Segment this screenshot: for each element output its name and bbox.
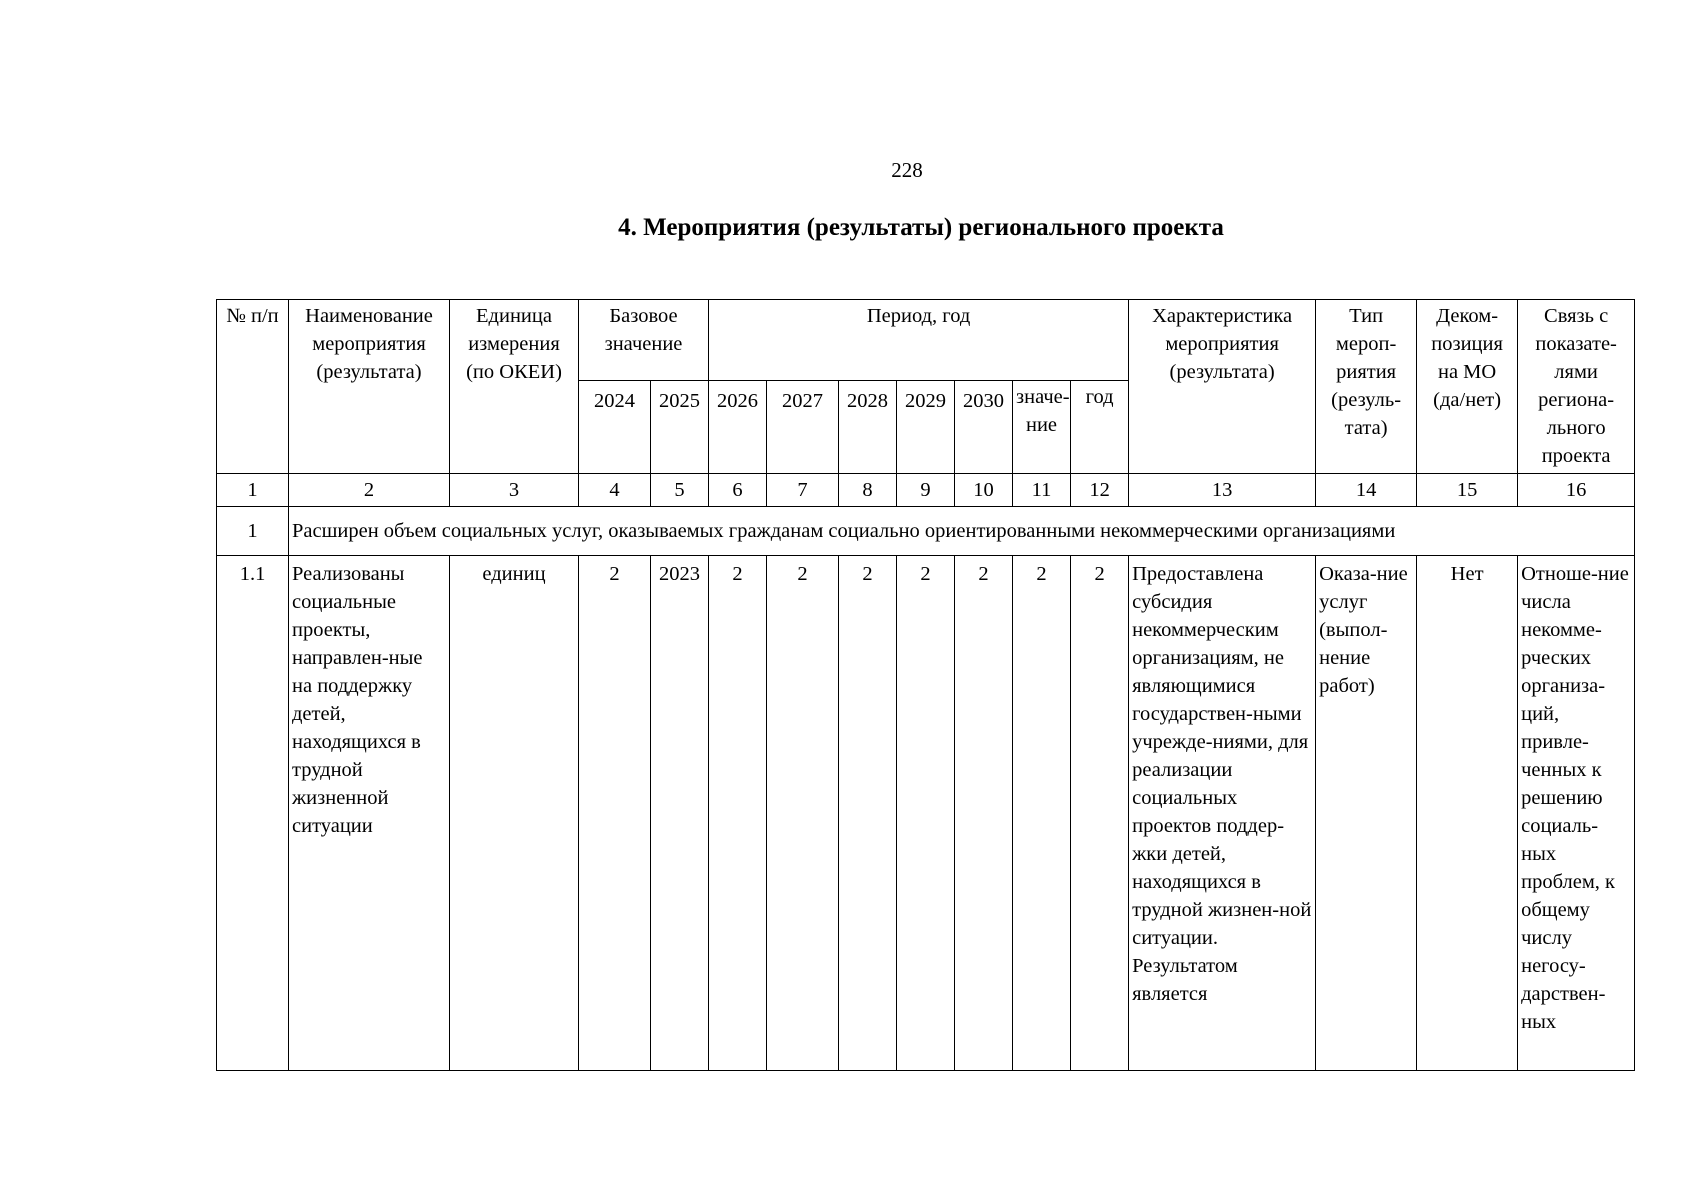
header-base-value: значе-ние [1013,381,1071,474]
header-period: Период, год [709,300,1129,381]
header-base-year: год [1071,381,1129,474]
row-decomp: Нет [1417,556,1518,1071]
col-number: 12 [1071,474,1129,507]
row-num: 1.1 [217,556,289,1071]
header-base: Базовое значение [579,300,709,381]
row-year-value: 2 [897,556,955,1071]
section-title: Расширен объем социальных услуг, оказываемых гражданам социально ориентированными некоммерческими организациями [289,507,1635,556]
column-number-row [217,474,1635,507]
header-type: Тип мероп-риятия (резуль-тата) [1316,300,1417,474]
row-year-value: 2 [955,556,1013,1071]
header-year-2024: 2024 [579,381,651,474]
section-row [217,507,1635,556]
header-row-1 [217,300,1635,381]
row-unit: единиц [450,556,579,1071]
header-num: № п/п [217,300,289,474]
row-base-value: 2 [579,556,651,1071]
col-number: 1 [217,474,289,507]
row-year-value: 2 [1013,556,1071,1071]
row-name: Реализованы социальные проекты, направлен-ные на поддержку детей, находящихся в трудной жизненной ситуации [289,556,450,1071]
col-number: 9 [897,474,955,507]
header-year-2030: 2030 [955,381,1013,474]
col-number: 2 [289,474,450,507]
row-year-value: 2 [839,556,897,1071]
page-number: 228 [891,158,923,182]
col-number: 15 [1417,474,1518,507]
header-year-2026: 2026 [709,381,767,474]
header-name: Наименование мероприятия (результата) [289,300,450,474]
document-title: 4. Мероприятия (результаты) регионального проекта [618,214,1224,241]
row-link: Отноше-ние числа некомме-рческих организа-ций, привле-ченных к решению социаль-ных проблем, к общему числу негосу-дарствен-ных [1518,556,1635,1071]
col-number: 8 [839,474,897,507]
table-row [217,556,1635,1071]
header-year-2029: 2029 [897,381,955,474]
col-number: 4 [579,474,651,507]
col-number: 6 [709,474,767,507]
row-year-value: 2 [709,556,767,1071]
header-year-2027: 2027 [767,381,839,474]
header-decomp: Деком-позиция на МО (да/нет) [1417,300,1518,474]
header-year-2028: 2028 [839,381,897,474]
events-table [216,299,1635,1071]
col-number: 11 [1013,474,1071,507]
row-year-value: 2 [767,556,839,1071]
header-unit: Единица измерения (по ОКЕИ) [450,300,579,474]
row-characteristic: Предоставлена субсидия некоммерческим организациям, не являющимися государствен-ными учрежде-ниями, для реализации социальных проектов поддер-жки детей, находящихся в трудной жизнен-ной ситуации. Результатом является [1129,556,1316,1071]
col-number: 13 [1129,474,1316,507]
col-number: 14 [1316,474,1417,507]
row-year-value: 2 [1071,556,1129,1071]
col-number: 10 [955,474,1013,507]
col-number: 16 [1518,474,1635,507]
header-year-2025: 2025 [651,381,709,474]
row-type: Оказа-ние услуг (выпол-нение работ) [1316,556,1417,1071]
header-characteristic: Характеристика мероприятия (результата) [1129,300,1316,474]
col-number: 7 [767,474,839,507]
col-number: 5 [651,474,709,507]
header-link: Связь с показате-лями региона-льного проекта [1518,300,1635,474]
row-base-year: 2023 [651,556,709,1071]
section-num: 1 [217,507,289,556]
col-number: 3 [450,474,579,507]
